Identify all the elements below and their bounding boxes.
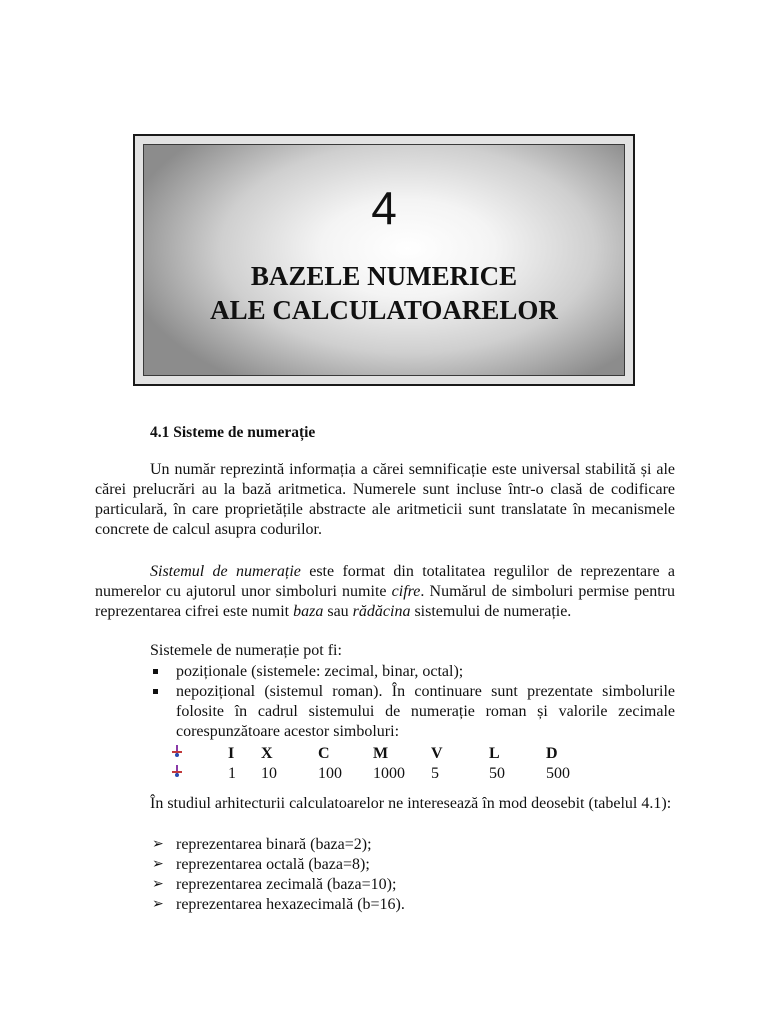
- paragraph-architecture-interest: În studiul arhitecturii calculatoarelor ne interesează în mod deosebit (tabelul 4.1):: [150, 795, 672, 812]
- section-heading: 4.1 Sisteme de numerație: [150, 424, 316, 441]
- hand-pointer-icon: [170, 764, 228, 784]
- roman-values-row: [170, 764, 586, 784]
- hand-pointer-icon: [170, 744, 228, 764]
- term-baza: baza: [293, 603, 324, 620]
- roman-symbol: X: [261, 745, 273, 762]
- arrow-bullet-icon: ➢: [152, 857, 164, 872]
- term-radacina: rădăcina: [352, 603, 411, 620]
- paragraph-system-types-intro: Sistemele de numerație pot fi:: [150, 642, 342, 659]
- chapter-title-line-1: BAZELE NUMERICE: [250, 261, 518, 291]
- list-item-text: reprezentarea zecimală (baza=10);: [176, 876, 397, 893]
- list-item: [150, 835, 405, 855]
- list-item: [150, 895, 405, 915]
- paragraph2-text-a: este format din totalitatea regulilor de reprezentare a numerelor cu ajutorul unor simboluri numite: [95, 563, 675, 600]
- chapter-title-panel: [143, 144, 625, 376]
- roman-symbol: D: [546, 745, 558, 762]
- list-item: [150, 682, 675, 742]
- roman-symbol: V: [431, 745, 443, 762]
- roman-symbol: L: [489, 745, 500, 762]
- list-item-text: reprezentarea octală (baza=8);: [176, 856, 370, 873]
- chapter-title-box: [133, 134, 635, 386]
- system-types-list: [150, 662, 675, 742]
- decimal-value: 50: [489, 765, 505, 782]
- term-cifre: cifre: [391, 583, 421, 600]
- square-bullet-icon: [153, 669, 158, 674]
- decimal-value: 500: [546, 765, 570, 782]
- roman-symbols-row: [170, 744, 586, 764]
- term-sistemul-de-numeratie: Sistemul de numerație: [150, 563, 301, 580]
- roman-symbol: C: [318, 745, 330, 762]
- square-bullet-icon: [153, 689, 158, 694]
- list-item-text: poziționale (sistemele: zecimal, binar, octal);: [176, 663, 464, 680]
- chapter-title-line-2: ALE CALCULATOARELOR: [210, 295, 558, 325]
- paragraph2-text-c: sau: [323, 603, 353, 620]
- paragraph-numeral-system-definition: [95, 562, 675, 622]
- roman-symbol: I: [228, 745, 235, 762]
- arrow-bullet-icon: ➢: [152, 837, 164, 852]
- paragraph2-text-d: sistemului de numerație.: [410, 603, 572, 620]
- arrow-bullet-icon: ➢: [152, 897, 164, 912]
- arrow-bullet-icon: ➢: [152, 877, 164, 892]
- chapter-number: 4: [371, 182, 397, 234]
- list-item: [150, 662, 675, 682]
- list-item-text: nepozițional (sistemul roman). În continuare sunt prezentate simbolurile folosite în cadrul sistemului de numerație roman și valorile zecimale corespunzătoare acestor simboluri:: [176, 683, 675, 740]
- decimal-value: 1: [228, 765, 236, 782]
- decimal-value: 1000: [373, 765, 405, 782]
- decimal-value: 5: [431, 765, 439, 782]
- list-item-text: reprezentarea binară (baza=2);: [176, 836, 372, 853]
- roman-numerals-table: [170, 744, 586, 784]
- list-item: [150, 855, 405, 875]
- decimal-value: 10: [261, 765, 277, 782]
- representations-list: [150, 835, 405, 915]
- paragraph2-text-b: . Numărul de simboluri permise pentru reprezentarea cifrei este numit: [95, 583, 676, 620]
- decimal-value: 100: [318, 765, 342, 782]
- list-item-text: reprezentarea hexazecimală (b=16).: [176, 896, 405, 913]
- paragraph-number-definition: Un număr reprezintă informația a cărei semnificație este universal stabilită și ale cărei prelucrări au la bază aritmetica. Numerele sunt incluse într-o clasă de codificare particulară, în care proprietățile abstracte ale aritmeticii sunt translatate în mecanismele concrete de calcul asupra codurilor.: [95, 461, 675, 538]
- list-item: [150, 875, 405, 895]
- roman-symbol: M: [373, 745, 389, 762]
